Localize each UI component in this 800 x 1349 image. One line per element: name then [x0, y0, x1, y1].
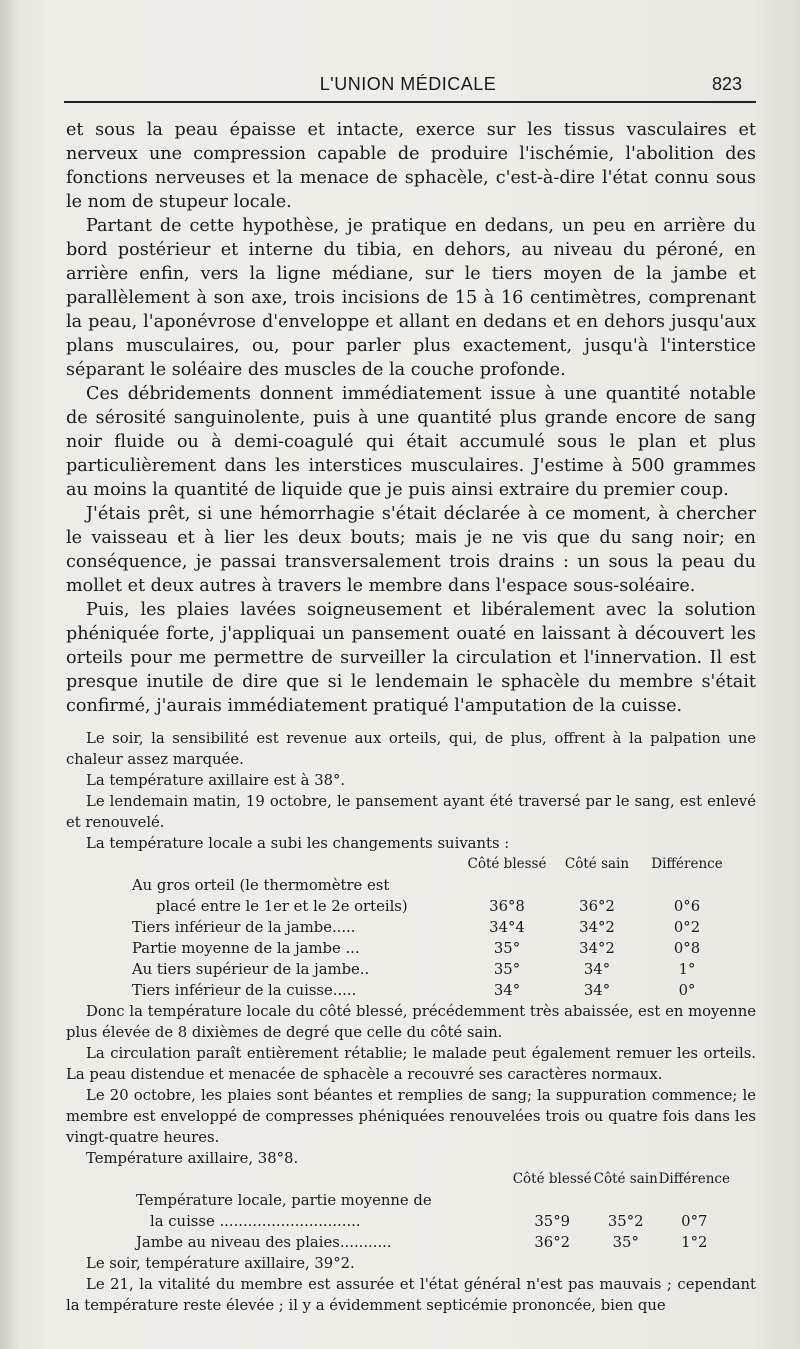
note-paragraph: Température axillaire, 38°8.	[86, 1150, 299, 1167]
paragraph: J'étais prêt, si une hémorrhagie s'était déclarée à ce moment, à chercher le vaisseau et à lier les deux bouts; mais je ne vis que du sang noir; en conséquence, je passai transversalement trois drains : un sous la peau du mollet et deux autres à travers le membre dans l'espace sous-soléaire.	[66, 504, 756, 596]
table-row	[132, 875, 732, 896]
note-paragraph: Le 20 octobre, les plaies sont béantes et remplies de sang; la suppuration commence; le membre est enveloppé de compresses phéniquées renouvelées trois ou quatre fois dans les vingt-quatre heures.	[66, 1087, 756, 1146]
cell-sain: 34°2	[579, 940, 615, 957]
cell-sain: 34°	[583, 982, 611, 999]
column-header: Côté sain	[564, 856, 630, 872]
row-label: Au tiers supérieur de la jambe..	[132, 961, 370, 978]
column-header: Différence	[651, 856, 723, 872]
cell-difference: 0°7	[681, 1213, 708, 1230]
running-header	[64, 68, 752, 98]
paragraph: et sous la peau épaisse et intacte, exerce sur les tissus vasculaires et nerveux une compression capable de produire l'ischémie, l'abolition des fonctions nerveuses et la menace de sphacèle, c'est-à-dire l'état connu sous le nom de stupeur locale.	[66, 120, 756, 212]
note-paragraph: Le lendemain matin, 19 octobre, le pansement ayant été traversé par le sang, est enlevé et renouvelé.	[66, 793, 756, 831]
row-label: la cuisse ..............................	[150, 1213, 361, 1230]
note-paragraph: Donc la température locale du côté blessé, précédemment très abaissée, est en moyenne plus élevée de 8 dixièmes de degré que celle du côté sain.	[66, 1003, 756, 1041]
row-label: placé entre le 1er et le 2e orteils)	[156, 898, 408, 915]
paragraph: Partant de cette hypothèse, je pratique en dedans, un peu en arrière du bord postérieur et interne du tibia, en dehors, au niveau du péroné, en arrière enfin, vers la ligne médiane, sur le tiers moyen de la jambe et parallèlement à son axe, trois incisions de 15 à 16 centimètres, comprenant la peau, l'aponévrose d'enveloppe et allant en dedans et en dehors jusqu'aux plans musculaires, ou, pour parler plus exactement, jusqu'à l'interstice séparant le soléaire des muscles de la couche profonde.	[66, 216, 756, 380]
cell-blesse: 36°8	[489, 898, 525, 915]
table-row	[132, 917, 732, 938]
row-label: Jambe au niveau des plaies...........	[136, 1234, 392, 1251]
article-body	[66, 118, 756, 1316]
note-paragraph: La température axillaire est à 38°.	[86, 772, 346, 789]
table-header-row	[136, 1169, 730, 1190]
cell-blesse: 34°4	[489, 919, 525, 936]
cell-blesse: 35°9	[534, 1213, 571, 1230]
case-notes	[66, 728, 756, 1316]
table-row	[132, 938, 732, 959]
column-header: Côté blessé	[512, 1171, 592, 1187]
cell-blesse: 35°	[493, 961, 521, 978]
table-row	[132, 896, 732, 917]
cell-sain: 36°2	[579, 898, 615, 915]
table-row	[136, 1211, 730, 1232]
row-label: Tiers inférieur de la jambe.....	[132, 919, 356, 936]
row-label: Température locale, partie moyenne de	[136, 1192, 432, 1209]
cell-difference: 0°	[678, 982, 696, 999]
cell-difference: 1°2	[681, 1234, 708, 1251]
cell-blesse: 35°	[493, 940, 521, 957]
cell-difference: 0°6	[673, 898, 701, 915]
paragraph: Puis, les plaies lavées soigneusement et libéralement avec la solution phéniquée forte, j'appliquai un pansement ouaté en laissant à découvert les orteils pour me permettre de surveiller la circulation et l'innervation. Il est presque inutile de dire que si le lendemain le sphacèle du membre s'était confirmé, j'aurais immédiatement pratiqué l'amputation de la cuisse.	[66, 600, 756, 716]
column-header: Côté blessé	[467, 856, 547, 872]
cell-difference: 0°2	[673, 919, 701, 936]
note-paragraph: La température locale a subi les changements suivants :	[86, 835, 510, 852]
temperature-table-2	[136, 1169, 730, 1253]
page-spine-shadow	[0, 0, 18, 1349]
row-label: Au gros orteil (le thermomètre est	[132, 877, 390, 894]
cell-sain: 34°2	[579, 919, 615, 936]
column-header: Côté sain	[593, 1171, 658, 1187]
cell-sain: 35°	[612, 1234, 639, 1251]
row-label: Partie moyenne de la jambe ...	[132, 940, 360, 957]
temperature-table-1	[132, 854, 732, 1001]
cell-blesse: 36°2	[534, 1234, 571, 1251]
paragraph: Ces débridements donnent immédiatement issue à une quantité notable de sérosité sanguinolente, puis à une quantité plus grande encore de sang noir fluide ou à demi-coagulé qui était accumulé sous le plan et plus particulièrement dans les interstices musculaires. J'estime à 500 grammes au moins la quantité de liquide que je puis ainsi extraire du premier coup.	[66, 384, 756, 500]
column-header: Différence	[658, 1171, 730, 1187]
table-row	[136, 1190, 730, 1211]
note-paragraph: Le soir, température axillaire, 39°2.	[86, 1255, 355, 1272]
header-rule	[64, 101, 756, 103]
note-paragraph: La circulation paraît entièrement rétablie; le malade peut également remuer les orteils. La peau distendue et menacée de sphacèle a recouvré ses caractères normaux.	[66, 1045, 756, 1083]
cell-difference: 0°8	[673, 940, 701, 957]
row-label: Tiers inférieur de la cuisse.....	[132, 982, 357, 999]
cell-blesse: 34°	[493, 982, 521, 999]
page-number: 823	[711, 74, 742, 94]
large-text-block	[66, 118, 756, 718]
table-row	[132, 959, 732, 980]
note-paragraph: Le 21, la vitalité du membre est assurée et l'état général n'est pas mauvais ; cependant la température reste élevée ; il y a évidemment septicémie prononcée, bien que	[66, 1276, 756, 1314]
cell-sain: 34°	[583, 961, 611, 978]
table-row	[136, 1232, 730, 1253]
table-header-row	[132, 854, 732, 875]
cell-sain: 35°2	[607, 1213, 644, 1230]
journal-title: L'UNION MÉDICALE	[319, 74, 497, 94]
cell-difference: 1°	[678, 961, 696, 978]
note-paragraph: Le soir, la sensibilité est revenue aux orteils, qui, de plus, offrent à la palpation une chaleur assez marquée.	[66, 730, 756, 768]
table-row	[132, 980, 732, 1001]
